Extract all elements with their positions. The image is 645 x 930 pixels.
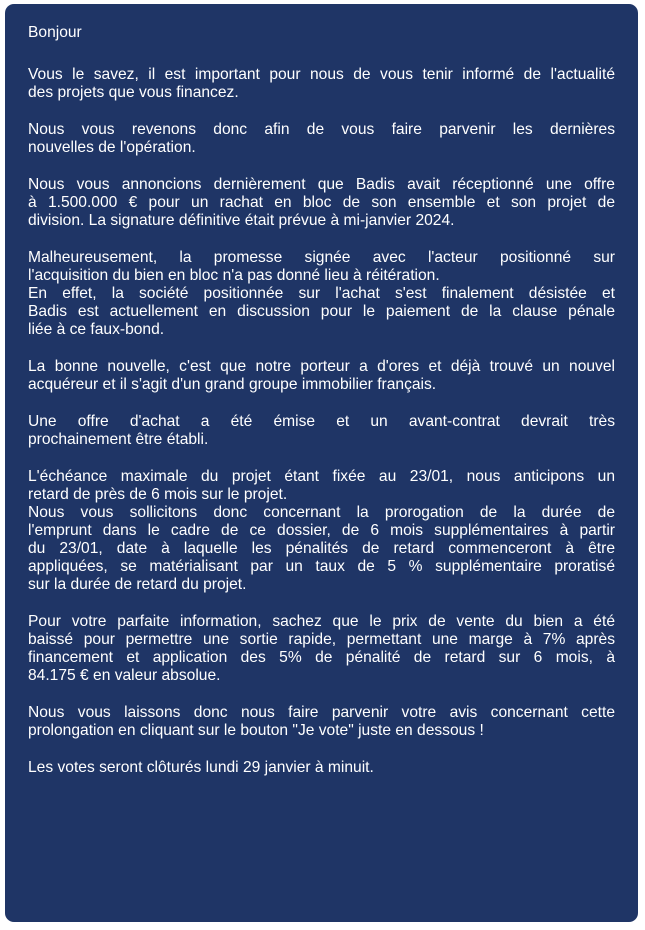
paragraph-line: En effet, la société positionnée sur l'achat s'est finalement désistée et bbox=[28, 285, 615, 302]
greeting bbox=[28, 24, 615, 42]
paragraph-line: Nous vous sollicitons donc concernant la prorogation de la durée de bbox=[28, 504, 615, 521]
paragraph-line: Malheureusement, la promesse signée avec l'acteur positionné sur bbox=[28, 249, 615, 266]
paragraph-line: La bonne nouvelle, c'est que notre porteur a d'ores et déjà trouvé un nouvel bbox=[28, 358, 615, 375]
paragraph-line: liée à ce faux-bond. bbox=[28, 321, 165, 338]
paragraph-line: L'échéance maximale du projet étant fixée au 23/01, nous anticipons un bbox=[28, 468, 615, 485]
paragraph-offer bbox=[28, 176, 615, 230]
paragraph-line: 84.175 € en valeur absolue. bbox=[28, 667, 221, 684]
paragraph-line: prolongation en cliquant sur le bouton "Je vote" juste en dessous ! bbox=[28, 722, 484, 739]
greeting-text: Bonjour bbox=[28, 24, 82, 41]
paragraph-price-info bbox=[28, 613, 615, 685]
paragraph-vote-deadline bbox=[28, 759, 615, 777]
paragraph-line: Vous le savez, il est important pour nous de vous tenir informé de l'actualité bbox=[28, 66, 615, 83]
paragraph-line: Nous vous annoncions dernièrement que Badis avait réceptionné une offre bbox=[28, 176, 615, 193]
paragraph-line: Badis est actuellement en discussion pour le paiement de la clause pénale bbox=[28, 303, 615, 320]
paragraph-line: Les votes seront clôturés lundi 29 janvier à minuit. bbox=[28, 759, 374, 776]
paragraph-line: nouvelles de l'opération. bbox=[28, 139, 196, 156]
paragraph-line: Nous vous revenons donc afin de vous faire parvenir les dernières bbox=[28, 121, 615, 138]
paragraph-intro bbox=[28, 66, 615, 102]
paragraph-line: sur la durée de retard du projet. bbox=[28, 576, 247, 593]
paragraph-extension-request bbox=[28, 468, 615, 594]
paragraph-line: des projets que vous financez. bbox=[28, 84, 239, 101]
paragraph-line: Nous vous laissons donc nous faire parvenir votre avis concernant cette bbox=[28, 704, 615, 721]
paragraph-withdrawal bbox=[28, 249, 615, 339]
paragraph-good-news bbox=[28, 358, 615, 394]
paragraph-line: l'emprunt dans le cadre de ce dossier, de 6 mois supplémentaires à partir bbox=[28, 522, 615, 539]
paragraph-news bbox=[28, 121, 615, 157]
paragraph-vote-call bbox=[28, 704, 615, 740]
paragraph-line: acquéreur et il s'agit d'un grand groupe immobilier français. bbox=[28, 376, 437, 393]
paragraph-line: Pour votre parfaite information, sachez que le prix de vente du bien a été bbox=[28, 613, 615, 630]
message-card bbox=[5, 4, 638, 922]
paragraph-line: baissé pour permettre une sortie rapide, permettant une marge à 7% après bbox=[28, 631, 615, 648]
paragraph-line: prochainement être établi. bbox=[28, 431, 209, 448]
paragraph-line: financement et application des 5% de pénalité de retard sur 6 mois, à bbox=[28, 649, 615, 666]
paragraph-line: appliquées, se matérialisant par un taux de 5 % supplémentaire proratisé bbox=[28, 558, 615, 575]
paragraph-line: division. La signature définitive était prévue à mi-janvier 2024. bbox=[28, 212, 455, 229]
paragraph-line: retard de près de 6 mois sur le projet. bbox=[28, 486, 288, 503]
paragraph-line: du 23/01, date à laquelle les pénalités de retard commenceront à être bbox=[28, 540, 615, 557]
paragraph-purchase-offer bbox=[28, 413, 615, 449]
paragraph-line: l'acquisition du bien en bloc n'a pas donné lieu à réitération. bbox=[28, 267, 440, 284]
paragraph-line: Une offre d'achat a été émise et un avant-contrat devrait très bbox=[28, 413, 615, 430]
paragraph-line: à 1.500.000 € pour un rachat en bloc de son ensemble et son projet de bbox=[28, 194, 615, 211]
